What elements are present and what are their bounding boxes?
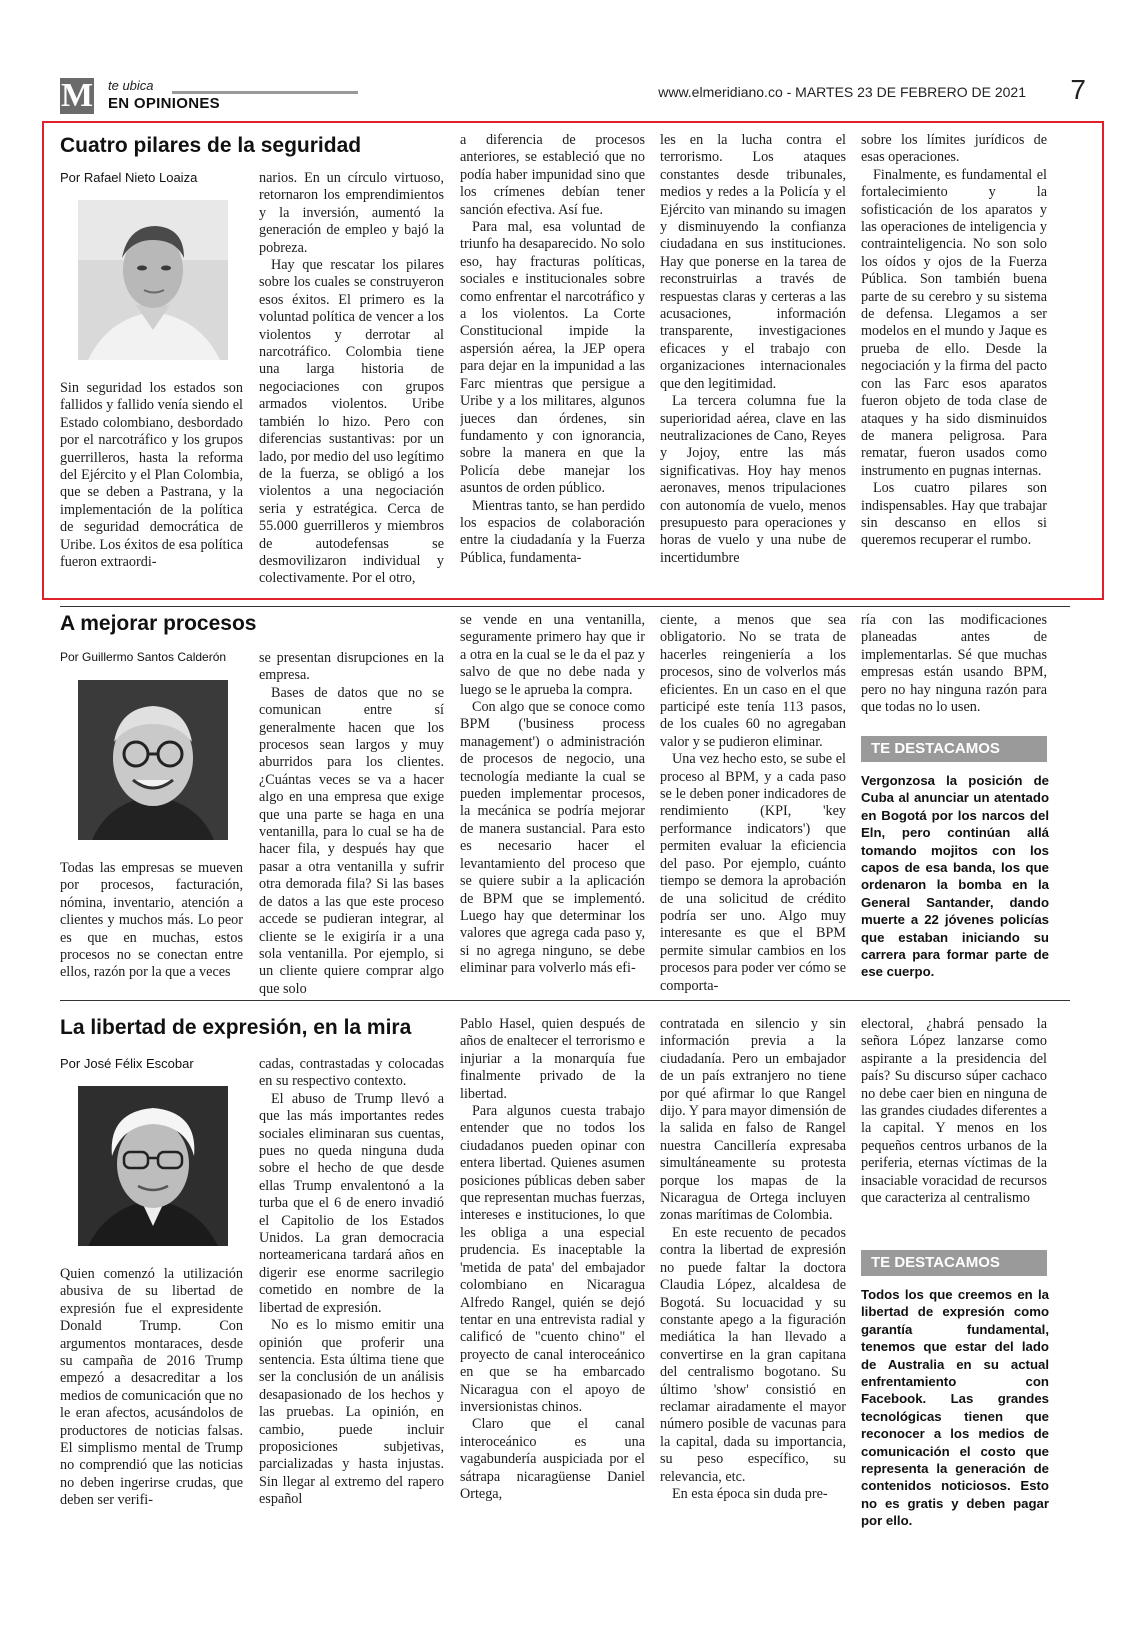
article-column-1 — [60, 380, 243, 592]
column-paragraph: El abuso de Trump llevó a que las más importantes redes sociales eliminaran sus cuentas, pues no queda ninguna duda sobre el hecho de que desde ellas Trump envalentonó a la turba que el 6 de enero invadió el Capitolio de los Estados Unidos. La gran democracia norteamericana tardará años en digerir ese enorme sacrilegio cometido en nombre de la libertad de expresión. — [259, 1090, 444, 1316]
article-column-5 — [861, 612, 1047, 722]
column-paragraph: electoral, ¿habrá pensado la señora López lanzarse como aspirante a la presidencia del país? Su discurso súper cachaco no debe caer bien en ninguna de las grandes ciudades diferentes a la capital. Y menos en los pequeños centros urbanos de la periferia, eternas víctimas de la insaciable voracidad de recursos que caracteriza al centralismo — [861, 1016, 1047, 1207]
column-paragraph: Claro que el canal interoceánico es una vagabundería auspiciada por el sátrapa nicaragüense Daniel Ortega, — [460, 1416, 645, 1502]
column-paragraph: No es lo mismo emitir una opinión que proferir una sentencia. Esta última tiene que ser la conclusión de un análisis desapasionado de los hechos y las pruebas. La opinión, en cambio, puede incluir proposiciones subjetivas, parcializadas y hasta injustas. Sin llegar al extremo del rapero español — [259, 1317, 444, 1508]
article-column-2 — [259, 170, 444, 592]
author-photo — [78, 680, 228, 840]
column-paragraph: Los cuatro pilares son indispensables. Hay que trabajar sin descanso en ellos si queremos recuperar el rumbo. — [861, 480, 1047, 549]
section-divider — [60, 1000, 1070, 1001]
column-paragraph: sobre los límites jurídicos de esas operaciones. — [861, 132, 1047, 166]
section-divider — [60, 606, 1070, 607]
page-number: 7 — [1070, 74, 1086, 105]
column-paragraph: Bases de datos que no se comunican entre sí generalmente hacen que los procesos sean largos y muy aburridos para los clientes. ¿Cuántas veces se va a hacer algo en una empresa que exige que una parte se haga en una ventanilla, para lo cual se ha de hacer fila, y después hay que pasar a otra ventanilla y sufrir otra demorada fila? Si las bases de datos a las que este proceso accede se pudieran integrar, al cliente se le exigiría ir a una sola ventanilla. Por ejemplo, si un cliente quiere comprar algo que solo — [259, 684, 444, 997]
column-paragraph: narios. En un círculo virtuoso, retornaron los emprendimientos y la inversión, aumentó la generación de empleo y bajó la pobreza. — [259, 170, 444, 256]
masthead-rule — [172, 91, 358, 94]
aside-label: TE DESTACAMOS — [861, 736, 1047, 762]
column-paragraph: Mientras tanto, se han perdido los espacios de colaboración entre la ciudadanía y la Fuerza Pública, fundamenta- — [460, 497, 645, 566]
column-paragraph: Una vez hecho esto, se sube el proceso al BPM, y a cada paso se le deben poner indicadores de rendimiento (KPI, 'key performance indicators') que permiten evaluar la eficiencia del paso. Por ejemplo, cuánto tiempo se demora la aprobación de una solicitud de crédito podría ser uno. Algo muy interesante es que el BPM permite simular cambios en los procesos para poder ver cómo se comporta- — [660, 751, 846, 994]
article-headline: A mejorar procesos — [60, 612, 257, 635]
column-paragraph: cadas, contrastadas y colocadas en su respectivo contexto. — [259, 1056, 444, 1090]
article-libertad — [60, 1016, 1060, 1552]
article-column-2 — [259, 1056, 444, 1552]
article-column-3 — [460, 1016, 645, 1552]
column-paragraph: Para mal, esa voluntad de triunfo ha desaparecido. No solo eso, hay fracturas políticas, sociales e institucionales sobre como enfrentar el narcotráfico y a los violentos. La Corte Constitucional impide la aspersión aérea, la JEP opera para dejar en la impunidad a las Farc mientras que persigue a Uribe y a los militares, algunos jueces dan órdenes, sin fundamento y con ignorancia, sobre la manera en que la Policía debe manejar los asuntos de orden público. — [460, 219, 645, 497]
column-paragraph: se presentan disrupciones en la empresa. — [259, 650, 444, 684]
article-byline: Por Rafael Nieto Loaiza — [60, 170, 198, 185]
column-paragraph: Hay que rescatar los pilares sobre los cuales se construyeron esos éxitos. El primero es la voluntad política de vencer a los violentos y derrotar al narcotráfico. Colombia tiene una larga historia de negociaciones con grupos armados violentos. Uribe también lo hizo. Pero con diferencias sustantivas: por un lado, por medio del uso legítimo de la fuerza, se obligó a los violentos a una negociación seria y estratégica. Cerca de 55.000 guerrilleros y miembros de autodefensas se desmovilizaron individual y colectivamente. Por el otro, — [259, 257, 444, 587]
article-column-5 — [861, 132, 1047, 592]
article-column-1 — [60, 1266, 243, 1552]
article-byline: Por José Félix Escobar — [60, 1056, 194, 1071]
masthead — [60, 74, 1086, 120]
column-paragraph: les en la lucha contra el terrorismo. Los ataques constantes desde tribunales, medios y redes a la Policía y el Ejército van minando su imagen y disminuyendo la confianza ciudadana en sus instituciones. Hay que ponerse en la tarea de reconstruirlas a través de respuestas claras y certeras a las acusaciones, información transparente, investigaciones eficaces y el trabajo con organizaciones internacionales que den legitimidad. — [660, 132, 846, 392]
column-paragraph: En esta época sin duda pre- — [672, 1485, 828, 1502]
article-column-4 — [660, 132, 846, 592]
column-paragraph: Con algo que se conoce como BPM ('business process management') o administración de procesos de negocio, una tecnología mediante la cual se pueden implementar procesos, la mecánica se podría mejorar de manera sustancial. Para esto es necesario hacer el levantamiento del proceso que se quiere subir a la aplicación de BPM que se implementó. Luego hay que determinar los valores que agrega cada paso y, si no agrega ninguno, se debe eliminar para volverlo más efi- — [460, 699, 645, 977]
column-text: Todas las empresas se mueven por procesos, facturación, nómina, inventario, atención a clientes y muchos más. Lo peor es que en muchas, estos procesos no se conectan entre ellos, razón por la que a veces — [60, 860, 243, 981]
section-kicker: te ubica — [108, 78, 154, 93]
column-paragraph: La tercera columna fue la superioridad aérea, clave en las neutralizaciones de Cano, Reyes y Jojoy, entre las más significativas. Hoy hay menos aeronaves, menos tripulaciones con autonomía de vuelo, menos presupuesto para operaciones y horas de vuelo y una nube de incertidumbre — [660, 393, 846, 566]
column-paragraph: Pablo Hasel, quien después de años de enaltecer el terrorismo e injuriar a la monarquía fue finalmente privado de la libertad. — [460, 1016, 645, 1102]
article-column-2 — [259, 650, 444, 1004]
author-photo — [78, 1086, 228, 1246]
column-text: Sin seguridad los estados son fallidos y fallido venía siendo el Estado colombiano, desbordado por el narcotráfico y los grupos guerrilleros, hasta la reforma del Ejército y el Plan Colombia, que se deben a Pastrana, y la implementación de la política de seguridad democrática de Uribe. Los éxitos de esa política fueron extraordi- — [60, 380, 243, 571]
column-text: Quien comenzó la utilización abusiva de su libertad de expresión fue el expresidente Donald Trump. Con argumentos montaraces, desde su campaña de 2016 Trump empezó a desacreditar a los medios de comunicación que no le eran afectos, acusándolos de productores de noticias falsas. El simplismo mental de Trump no comprendió que las noticias no deben ingerirse crudas, que deben ser verifi- — [60, 1266, 243, 1509]
newspaper-logo: M — [60, 77, 94, 114]
article-column-3 — [460, 612, 645, 1004]
article-column-1 — [60, 860, 243, 1004]
column-paragraph: ciente, a menos que sea obligatorio. No se trata de hacerles reingeniería a los procesos, sino de volverlos más eficientes. En un caso en el que participé este tenía 113 pasos, de los cuales 60 no agregaban valor y se pudieron eliminar. — [660, 612, 846, 750]
article-headline: La libertad de expresión, en la mira — [60, 1016, 412, 1039]
aside-text: Todos los que creemos en la libertad de expresión como garantía fundamental, tenemos que estar del lado de Australia en su actual enfrentamiento con Facebook. Las grandes tecnológicas tienen que reconocer a los medios de comunicación el costo que representa la generación de contenidos noticiosos. Esto no es gratis y deben pagar por ello. — [861, 1287, 1049, 1529]
dateline: www.elmeridiano.co - MARTES 23 DE FEBRERO DE 2021 — [658, 84, 1026, 100]
article-column-4 — [660, 612, 846, 1004]
aside-label: TE DESTACAMOS — [861, 1250, 1047, 1276]
column-paragraph: En este recuento de pecados contra la libertad de expresión no puede faltar la doctora Claudia López, alcaldesa de Bogotá. Su locuacidad y su constante apego a la figuración mediática la han llevado a convertirse en la gran capitana del centralismo bogotano. Su último 'show' consistió en reclamar airadamente el mayor número posible de vacunas para la capital, dada su importancia, su peso específico, su relevancia, etc. — [660, 1224, 846, 1485]
column-paragraph: se vende en una ventanilla, seguramente primero hay que ir a otra en la cual se le da el paz y salvo de que no debe nada y luego se le aprueba la compra. — [460, 612, 645, 698]
article-byline: Por Guillermo Santos Calderón — [60, 650, 227, 664]
section-name: EN OPINIONES — [108, 95, 220, 112]
aside-text: Vergonzosa la posición de Cuba al anunciar un atentado en Bogotá por los narcos del Eln, pero continúan allá tomando mojitos con los capos de esa banda, los que ordenaron la bomba en la General Santander, dando muerte a 22 jóvenes policías que estaban iniciando su carrera para formar parte de ese cuerpo. — [861, 773, 1049, 980]
article-column-4 — [660, 1016, 846, 1552]
column-paragraph: a diferencia de procesos anteriores, se estableció que no podía haber impunidad sino que los crímenes debían tener sanción efectiva. Así fue. — [460, 132, 645, 218]
column-paragraph: contratada en silencio y sin información previa a la ciudadanía. Pero un embajador de un país extranjero no tiene por qué afirmar lo que Rangel dijo. Y para mayor dimensión de la salida en falso de Rangel nuestra Cancillería expresaba simultáneamente su protesta porque los mapas de la Nicaragua de Ortega incluyen zonas marítimas de Colombia. — [660, 1016, 846, 1224]
column-paragraph: Para algunos cuesta trabajo entender que no todos los ciudadanos pueden opinar con entera libertad. Quienes asumen posiciones públicas deben saber que representan muchas fuerzas, intereses e instituciones, lo que les obliga a una especial prudencia. Es inaceptable la 'metida de pata' del embajador colombiano en Nicaragua Alfredo Rangel, quién se dejó tentar en una entrevista radial y calificó de "cuento chino" el proyecto de canal interoceánico en que se ha embarcado Nicaragua con el apoyo de inversionistas chinos. — [460, 1103, 645, 1415]
column-paragraph: Finalmente, es fundamental el fortalecimiento y la sofisticación de los aparatos y las operaciones de inteligencia y contrainteligencia. No son solo los oídos y ojos de la Fuerza Pública. Son también buena parte de su cerebro y su sistema de defensa. Llegamos a ser modelos en el mundo y Jaque es prueba de ello. Desde la negociación y la firma del pacto con las Farc esos aparatos fueron objeto de toda clase de ataques y ha sido disminuidos de manera peligrosa. Para rematar, fueron usados como instrumento en pugnas internas. — [861, 166, 1047, 479]
column-paragraph: ría con las modificaciones planeadas antes de implementarlas. Sé que muchas empresas están usando BPM, pero no hay ninguna razón para que todas no lo usen. — [861, 612, 1047, 716]
article-seguridad — [60, 132, 1060, 592]
article-column-3 — [460, 132, 645, 592]
article-headline: Cuatro pilares de la seguridad — [60, 134, 362, 157]
article-column-5 — [861, 1016, 1047, 1236]
article-procesos — [60, 612, 1060, 1004]
author-photo — [78, 200, 228, 360]
